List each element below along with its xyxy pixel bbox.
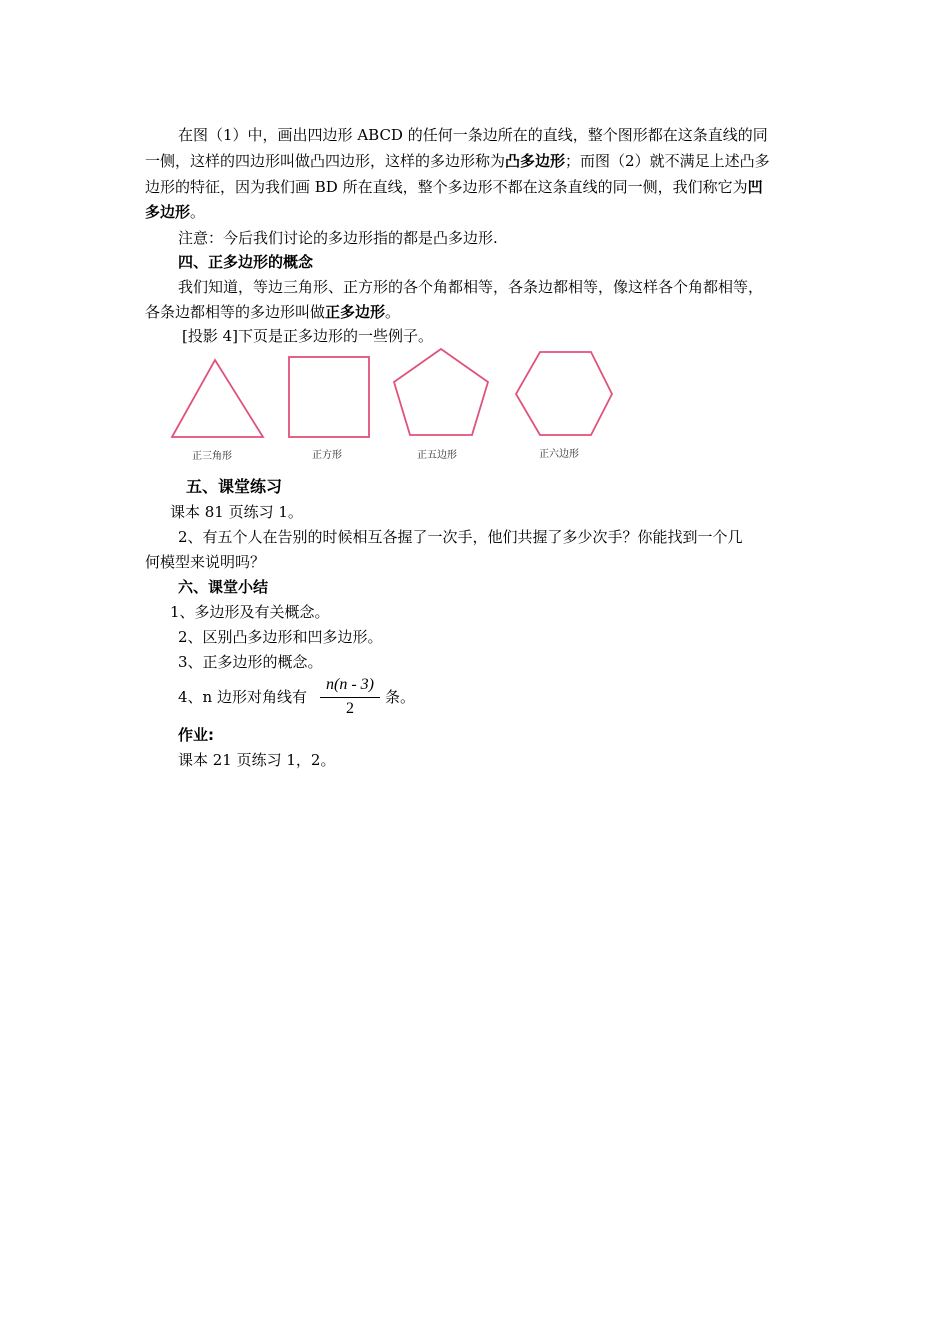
section-heading: [178, 577, 268, 597]
text: 3、正多边形的概念。: [178, 653, 323, 671]
heading-text: 五、课堂练习: [186, 477, 283, 496]
pentagon-shape: [394, 349, 488, 435]
text: 。: [190, 203, 206, 221]
paragraph-line: [145, 177, 763, 197]
shape-label-square: 正方形: [312, 450, 342, 461]
paragraph-line: [178, 277, 763, 297]
section-heading: [186, 477, 282, 497]
bold-term-concave-cont: 多边形: [145, 203, 191, 221]
paragraph-line: [178, 527, 743, 547]
list-item-prefix: [178, 687, 307, 707]
text: 条。: [385, 688, 416, 706]
section-heading: [178, 725, 214, 745]
diagonal-formula-fraction: [318, 676, 382, 720]
list-item: [178, 627, 383, 647]
text: ；而图（2）就不满足上述凸多: [565, 152, 770, 170]
bold-term-regular: 正多边形: [325, 303, 386, 321]
section-heading: [178, 252, 313, 272]
fraction-numerator: n(n - 3): [326, 676, 374, 693]
text: 课本 21 页练习 1，2。: [178, 751, 336, 769]
bold-term-convex: 凸多边形: [505, 152, 566, 170]
list-item: [178, 652, 323, 672]
text: 。: [385, 303, 401, 321]
paragraph-line: [145, 151, 770, 171]
paragraph-line: [145, 552, 265, 572]
text: [投影 4]下页是正多边形的一些例子。: [182, 327, 434, 345]
projection-line: [182, 326, 433, 346]
hexagon-shape: [516, 352, 612, 435]
text: 一侧，这样的四边形叫做凸四边形，这样的多边形称为: [145, 152, 506, 170]
text: 在图（1）中，画出四边形 ABCD 的任何一条边所在的直线，整个图形都在这条直线的同: [178, 126, 768, 144]
triangle-shape: [172, 360, 263, 437]
list-item: [170, 602, 330, 622]
shape-label-hexagon: 正六边形: [539, 449, 579, 460]
note-line: [178, 228, 498, 248]
heading-text: 四、正多边形的概念: [178, 253, 314, 271]
regular-polygons-figure: [165, 346, 625, 464]
text: 2、区别凸多边形和凹多边形。: [178, 628, 383, 646]
text: 何模型来说明吗？: [145, 553, 266, 571]
square-shape: [289, 357, 369, 437]
text: 课本 81 页练习 1。: [170, 503, 303, 521]
shape-label-pentagon: 正五边形: [417, 450, 457, 461]
text: 边形的特征，因为我们画 BD 所在直线，整个多边形不都在这条直线的同一侧，我们称它为: [145, 178, 748, 196]
bold-term-concave: 凹: [747, 178, 763, 196]
fraction-denominator: 2: [346, 700, 354, 717]
paragraph-line: [178, 750, 335, 770]
text: 注意：今后我们讨论的多边形指的都是凸多边形.: [178, 229, 498, 247]
heading-text: 作业:: [178, 726, 214, 744]
fraction-bar: [320, 697, 380, 698]
list-item-suffix: [385, 687, 415, 707]
paragraph-line: [178, 125, 768, 145]
text: 2、有五个人在告别的时候相互各握了一次手，他们共握了多少次手？你能找到一个几: [178, 528, 743, 546]
paragraph-line: [170, 502, 303, 522]
text: 4、n 边形对角线有: [178, 688, 307, 706]
paragraph-line: [145, 302, 400, 322]
text: 1、多边形及有关概念。: [170, 603, 330, 621]
paragraph-line: [145, 202, 205, 222]
text: 我们知道，等边三角形、正方形的各个角都相等，各条边都相等，像这样各个角都相等，: [178, 278, 764, 296]
heading-text: 六、课堂小结: [178, 578, 269, 596]
text: 各条边都相等的多边形叫做: [145, 303, 326, 321]
shape-label-triangle: 正三角形: [192, 451, 232, 462]
